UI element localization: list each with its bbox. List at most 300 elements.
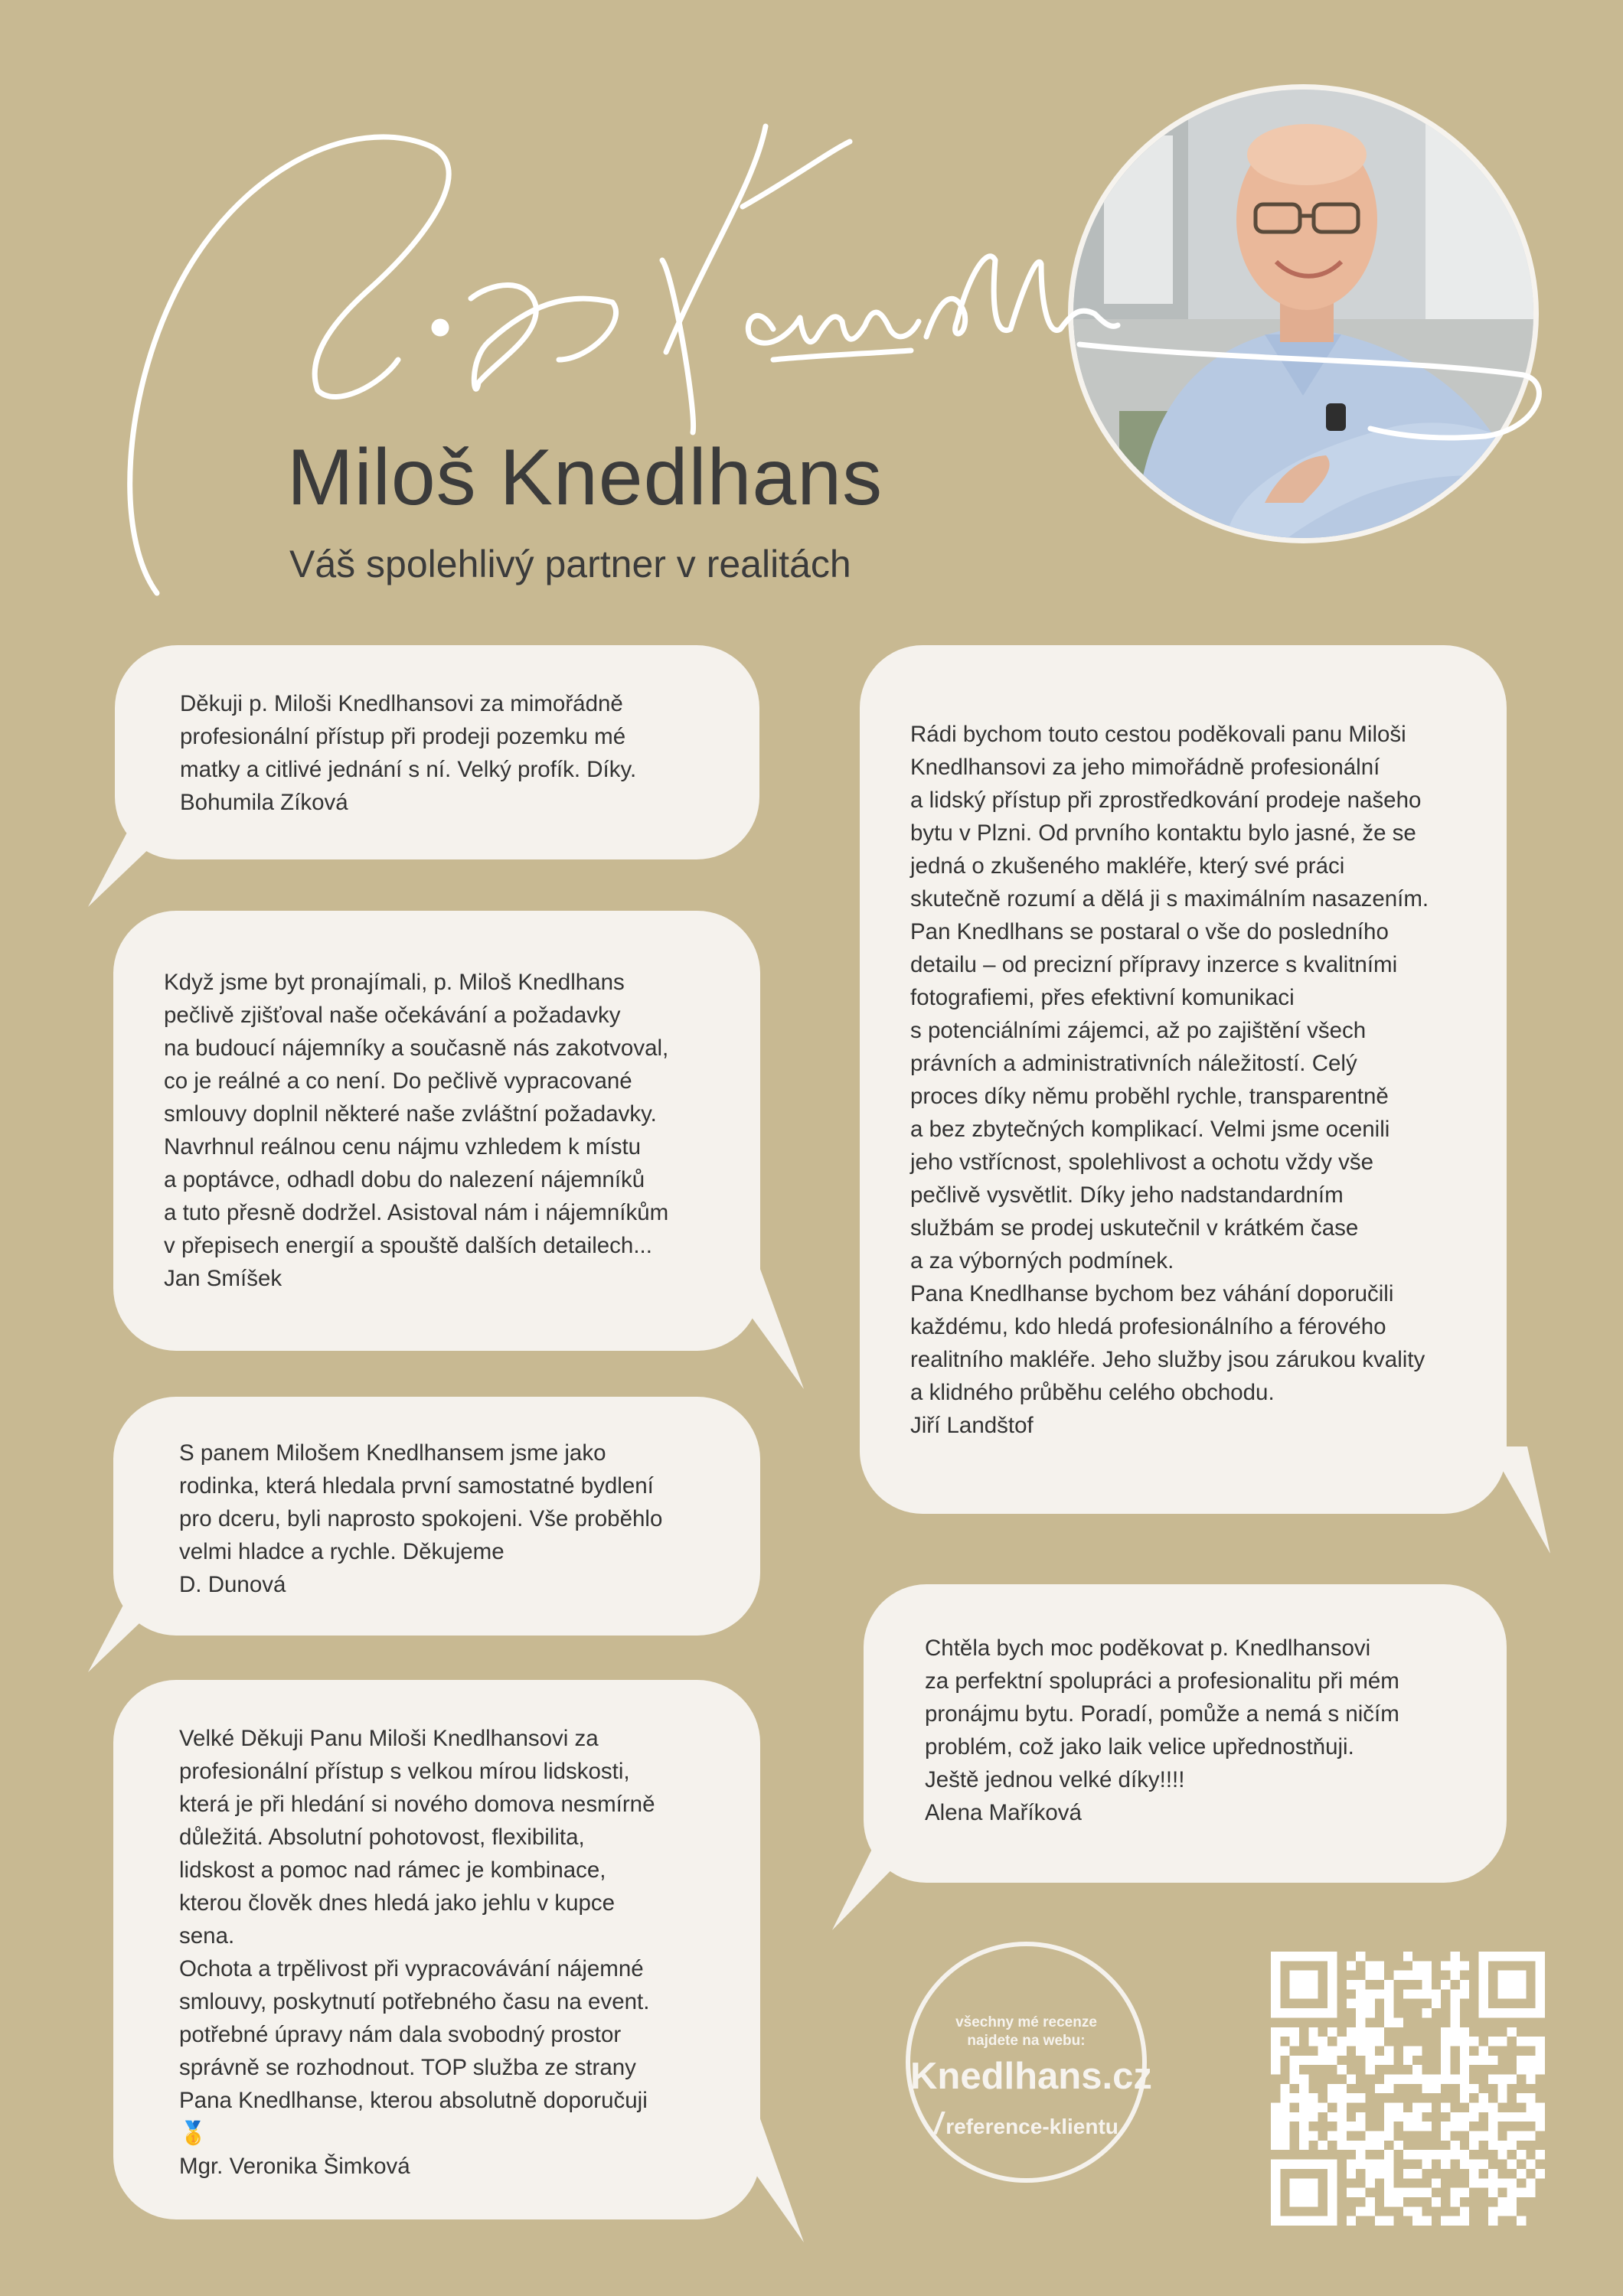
qr-module: [1280, 2141, 1289, 2150]
qr-module: [1517, 2216, 1526, 2226]
qr-module: [1403, 1952, 1412, 1961]
qr-module: [1347, 1961, 1356, 1970]
qr-module: [1507, 2188, 1517, 2197]
qr-module: [1460, 2056, 1469, 2065]
portrait-image: [1073, 90, 1533, 538]
qr-module: [1469, 2112, 1478, 2122]
qr-module: [1280, 2093, 1289, 2102]
testimonial-text: Pana Knedlhanse, kterou absolutně doporučuji: [179, 2088, 648, 2113]
qr-module: [1290, 1971, 1318, 1999]
website-intro-line: najdete na webu:: [967, 2033, 1086, 2049]
qr-module: [1347, 2160, 1356, 2169]
qr-module: [1497, 2084, 1507, 2093]
qr-module: [1375, 2037, 1384, 2046]
qr-module: [1365, 2141, 1374, 2150]
qr-module: [1451, 2197, 1460, 2206]
testimonial-text: sena.: [179, 1923, 235, 1949]
website-path[interactable]: [910, 2107, 1142, 2141]
qr-module: [1384, 2046, 1393, 2055]
qr-module: [1271, 2112, 1280, 2122]
qr-module: [1517, 2056, 1526, 2065]
qr-module: [1365, 2037, 1374, 2046]
qr-module: [1479, 2008, 1545, 2017]
qr-module: [1308, 2056, 1318, 2065]
qr-module: [1441, 2027, 1450, 2037]
qr-module: [1497, 2178, 1507, 2187]
qr-module: [1526, 2160, 1535, 2169]
qr-module: [1451, 2074, 1460, 2083]
qr-module: [1356, 2206, 1365, 2216]
qr-module: [1479, 2093, 1488, 2102]
qr-module: [1290, 2178, 1318, 2206]
qr-module: [1451, 2122, 1460, 2131]
qr-module: [1384, 2188, 1393, 2197]
qr-module: [1479, 2056, 1488, 2065]
qr-module: [1526, 2112, 1535, 2122]
qr-module: [1460, 2046, 1469, 2055]
qr-module: [1451, 1971, 1460, 1980]
qr-module: [1469, 2103, 1478, 2112]
qr-module: [1375, 2216, 1384, 2226]
qr-module: [1271, 2056, 1280, 2065]
testimonial-text: velmi hladce a rychle. Děkujeme: [179, 1539, 505, 1564]
qr-module: [1393, 2197, 1403, 2206]
qr-module: [1526, 2188, 1535, 2197]
qr-module: [1469, 2169, 1478, 2178]
testimonial-text: a bez zbytečných komplikací. Velmi jsme ocenili: [910, 1117, 1390, 1142]
qr-module: [1375, 2056, 1384, 2065]
qr-module: [1337, 2103, 1346, 2112]
qr-module: [1460, 2188, 1469, 2197]
qr-module: [1451, 1999, 1460, 2008]
qr-module: [1308, 2093, 1318, 2102]
testimonial-text: detailu – od precizní přípravy inzerce s kvalitními: [910, 952, 1398, 977]
qr-module: [1356, 1989, 1365, 1998]
qr-module: [1347, 2074, 1356, 2083]
qr-module: [1517, 2037, 1526, 2046]
testimonial-text: Když jsme byt pronajímali, p. Miloš Knedlhans: [164, 970, 625, 995]
qr-module: [1526, 2178, 1535, 2187]
qr-module: [1451, 2008, 1460, 2017]
qr-module: [1422, 2160, 1432, 2169]
qr-module: [1403, 2169, 1412, 2178]
qr-module: [1384, 2160, 1393, 2169]
qr-module: [1488, 2074, 1497, 2083]
testimonial-text: kterou člověk dnes hledá jako jehlu v kupce: [179, 1890, 616, 1916]
qr-module: [1290, 2027, 1299, 2037]
qr-module: [1526, 2056, 1535, 2065]
qr-module: [1327, 2084, 1337, 2093]
qr-module: [1497, 2112, 1507, 2122]
qr-module: [1497, 2093, 1507, 2102]
qr-module: [1337, 2131, 1346, 2141]
qr-module: [1460, 2150, 1469, 2159]
qr-module: [1488, 2122, 1497, 2131]
qr-module: [1441, 2056, 1450, 2065]
qr-module: [1365, 2131, 1374, 2141]
qr-module: [1507, 2112, 1517, 2122]
qr-module: [1412, 2065, 1422, 2074]
qr-module: [1536, 2112, 1545, 2122]
qr-module: [1536, 2122, 1545, 2131]
qr-module: [1384, 2169, 1393, 2178]
qr-module: [1365, 2160, 1374, 2169]
qr-module: [1422, 1989, 1432, 1998]
qr-module: [1384, 2017, 1393, 2027]
qr-module: [1403, 2046, 1412, 2055]
qr-module: [1422, 1961, 1432, 1970]
qr-module: [1488, 2103, 1497, 2112]
slash-glyph: /: [934, 2107, 943, 2141]
qr-module: [1536, 1952, 1545, 2017]
qr-module: [1384, 1989, 1393, 1998]
page-title: Miloš Knedlhans: [287, 433, 883, 522]
testimonial-text: smlouvy doplnil některé naše zvláštní požadavky.: [164, 1101, 657, 1127]
portrait-photo: [1068, 84, 1539, 543]
qr-module: [1422, 1971, 1432, 1980]
qr-module: [1412, 2206, 1422, 2216]
testimonial-text: pečlivě vysvětlit. Díky jeho nadstandardním: [910, 1182, 1344, 1208]
qr-module: [1422, 2008, 1432, 2017]
qr-code[interactable]: [1271, 1952, 1545, 2226]
qr-module: [1451, 2037, 1460, 2046]
qr-module: [1422, 2084, 1432, 2093]
testimonial-text: s potenciálními zájemci, až po zajištění všech: [910, 1018, 1367, 1043]
qr-module: [1403, 2074, 1412, 2083]
website-badge[interactable]: [906, 1942, 1152, 2183]
qr-module: [1365, 1961, 1374, 1970]
qr-module: [1327, 2056, 1337, 2065]
qr-module: [1327, 2112, 1337, 2122]
testimonial-text: za perfektní spolupráci a profesionalitu při mém: [925, 1668, 1399, 1694]
qr-module: [1356, 2112, 1365, 2122]
qr-module: [1460, 2112, 1469, 2122]
testimonial-text: a za výborných podmínek.: [910, 1248, 1174, 1274]
qr-module: [1356, 2008, 1365, 2017]
qr-module: [1375, 1971, 1384, 1980]
qr-module: [1412, 2216, 1422, 2226]
testimonial-text: správně se rozhodnout. TOP služba ze strany: [179, 2055, 636, 2080]
qr-module: [1299, 2112, 1308, 2122]
qr-module: [1271, 2046, 1280, 2055]
qr-module: [1347, 2122, 1356, 2131]
testimonial-text: v přepisech energií a spouště dalších detailech...: [164, 1233, 652, 1258]
qr-module: [1412, 2169, 1422, 2178]
qr-module: [1356, 2141, 1365, 2150]
qr-module: [1271, 1952, 1337, 1961]
qr-module: [1356, 2046, 1365, 2055]
qr-module: [1536, 2037, 1545, 2046]
qr-module: [1526, 2037, 1535, 2046]
qr-module: [1347, 2093, 1356, 2102]
qr-module: [1356, 2160, 1365, 2169]
qr-module: [1536, 2065, 1545, 2074]
testimonial-bubble: [860, 645, 1507, 1514]
qr-module: [1441, 2131, 1450, 2141]
qr-module: [1536, 2056, 1545, 2065]
qr-module: [1403, 2122, 1412, 2131]
qr-module: [1365, 2065, 1374, 2074]
qr-module: [1451, 2216, 1460, 2226]
qr-module: [1441, 2074, 1450, 2083]
qr-module: [1393, 2074, 1403, 2083]
qr-module: [1403, 2188, 1412, 2197]
qr-module: [1347, 1980, 1356, 1989]
qr-module: [1412, 2103, 1422, 2112]
qr-module: [1365, 2027, 1374, 2037]
website-intro-line: všechny mé recenze: [955, 2014, 1097, 2030]
qr-module: [1356, 2027, 1365, 2037]
qr-module: [1280, 2131, 1289, 2141]
qr-module: [1422, 1980, 1432, 1989]
qr-module: [1384, 2056, 1393, 2065]
qr-module: [1290, 2112, 1299, 2122]
qr-module: [1432, 1989, 1441, 1998]
qr-module: [1308, 2103, 1318, 2112]
testimonial-bubble: [113, 911, 760, 1351]
qr-module: [1384, 2074, 1393, 2083]
qr-module: [1469, 2131, 1478, 2141]
qr-module: [1526, 2103, 1535, 2112]
testimonial-text: která je při hledání si nového domova nesmírně: [179, 1792, 655, 1817]
qr-module: [1365, 2197, 1374, 2206]
qr-module: [1318, 2037, 1327, 2046]
qr-module: [1488, 2169, 1497, 2178]
qr-module: [1290, 2037, 1299, 2046]
qr-module: [1460, 2216, 1469, 2226]
qr-module: [1507, 2141, 1517, 2150]
qr-module: [1375, 2160, 1384, 2169]
testimonial-text: Ochota a trpělivost při vypracovávání nájemné: [179, 1956, 644, 1981]
qr-module: [1451, 2017, 1460, 2027]
qr-module: [1393, 1971, 1403, 1980]
testimonial-text: realitního makléře. Jeho služby jsou zárukou kvality: [910, 1347, 1425, 1372]
qr-module: [1526, 2065, 1535, 2074]
qr-module: [1356, 1999, 1365, 2008]
qr-module: [1375, 2141, 1384, 2150]
qr-module: [1337, 2112, 1346, 2122]
qr-module: [1384, 2197, 1393, 2206]
qr-module: [1403, 2056, 1412, 2065]
qr-module: [1536, 2103, 1545, 2112]
qr-module: [1432, 2084, 1441, 2093]
qr-module: [1441, 2160, 1450, 2169]
qr-module: [1460, 2206, 1469, 2216]
tagline: Váš spolehlivý partner v realitách: [289, 543, 851, 585]
qr-module: [1308, 2112, 1318, 2122]
testimonial-text: a lidský přístup při zprostředkování prodeje našeho: [910, 788, 1422, 813]
qr-module: [1271, 2103, 1280, 2112]
testimonial-text: fotografiemi, přes efektivní komunikaci: [910, 985, 1295, 1010]
qr-module: [1460, 2027, 1469, 2037]
testimonial-text: lidskost a pomoc nad rámec je kombinace,: [179, 1857, 606, 1883]
qr-module: [1356, 1952, 1365, 1961]
qr-module: [1412, 1989, 1422, 1998]
qr-module: [1308, 2027, 1318, 2037]
qr-module: [1384, 2131, 1393, 2141]
qr-module: [1356, 1980, 1365, 1989]
qr-module: [1469, 2037, 1478, 2046]
qr-module: [1318, 2103, 1327, 2112]
testimonial-text: službám se prodej uskutečnil v krátkém čase: [910, 1215, 1359, 1241]
testimonial-bubble: [113, 1680, 760, 2219]
qr-module: [1347, 2027, 1356, 2037]
qr-module: [1393, 2017, 1403, 2027]
testimonial-bubble: [113, 1397, 760, 1636]
qr-module: [1460, 2074, 1469, 2083]
qr-module: [1299, 2103, 1308, 2112]
qr-module: [1497, 2206, 1507, 2216]
qr-module: [1460, 1961, 1469, 1970]
qr-module: [1327, 2046, 1337, 2055]
qr-module: [1497, 2074, 1507, 2083]
testimonial-text: pronájmu bytu. Poradí, pomůže a nemá s ničím: [925, 1701, 1399, 1727]
testimonial-text: pečlivě zjišťoval naše očekávání a požadavky: [164, 1003, 621, 1028]
qr-module: [1497, 2141, 1507, 2150]
qr-module: [1451, 2141, 1460, 2150]
qr-module: [1488, 2112, 1497, 2122]
qr-module: [1412, 2074, 1422, 2083]
testimonial-bubble: [115, 645, 759, 859]
qr-module: [1384, 2084, 1393, 2093]
qr-module: [1536, 2150, 1545, 2159]
testimonial-text: právních a administrativních náležitostí. Celý: [910, 1051, 1357, 1076]
qr-module: [1497, 2037, 1507, 2046]
qr-module: [1356, 2122, 1365, 2131]
testimonial-text: na budoucí nájemníky a současně nás zakotvoval,: [164, 1035, 669, 1061]
qr-module: [1479, 2103, 1488, 2112]
qr-module: [1451, 1961, 1460, 1970]
qr-module: [1375, 1989, 1384, 1998]
qr-module: [1460, 2122, 1469, 2131]
qr-module: [1375, 2131, 1384, 2141]
qr-module: [1365, 1989, 1374, 1998]
qr-module: [1403, 1989, 1412, 1998]
testimonial-text: S panem Milošem Knedlhansem jsme jako: [179, 1440, 606, 1466]
testimonial-text: bytu v Plzni. Od prvního kontaktu bylo jasné, že se: [910, 820, 1416, 846]
website-path-text: reference-klientu: [945, 2115, 1118, 2138]
qr-module: [1271, 2037, 1280, 2046]
testimonial-text: Chtěla bych moc poděkovat p. Knedlhansovi: [925, 1636, 1371, 1661]
qr-module: [1384, 2150, 1393, 2159]
qr-module: [1507, 2178, 1517, 2187]
qr-module: [1299, 2131, 1308, 2141]
qr-module: [1469, 2160, 1478, 2169]
qr-module: [1507, 2206, 1517, 2216]
testimonial-text: smlouvy, poskytnutí potřebného času na event.: [179, 1989, 650, 2014]
qr-module: [1271, 1952, 1280, 2017]
qr-module: [1327, 2131, 1337, 2141]
qr-module: [1422, 2122, 1432, 2131]
qr-module: [1299, 2074, 1308, 2083]
qr-module: [1271, 2131, 1280, 2141]
qr-module: [1422, 2074, 1432, 2083]
qr-module: [1451, 2027, 1460, 2037]
qr-module: [1460, 2093, 1469, 2102]
qr-module: [1280, 2122, 1289, 2131]
qr-module: [1479, 2131, 1488, 2141]
qr-module: [1393, 2188, 1403, 2197]
qr-module: [1441, 2103, 1450, 2112]
medal-emoji: 🥇: [179, 2121, 207, 2146]
qr-module: [1488, 2206, 1497, 2216]
qr-module: [1393, 2141, 1403, 2150]
qr-module: [1384, 2178, 1393, 2187]
qr-module: [1356, 2093, 1365, 2102]
testimonial-text: co je reálné a co není. Do pečlivě vypracované: [164, 1068, 632, 1094]
testimonial-author: Jan Smíšek: [164, 1266, 282, 1291]
qr-module: [1271, 2160, 1337, 2169]
qr-module: [1280, 2103, 1289, 2112]
qr-module: [1441, 2037, 1450, 2046]
qr-module: [1327, 2160, 1337, 2226]
qr-module: [1356, 2188, 1365, 2197]
testimonial-text: Pan Knedlhans se postaral o vše do posledního: [910, 919, 1389, 944]
testimonial-text: Rádi bychom touto cestou poděkovali panu Miloši: [910, 722, 1406, 747]
qr-module: [1384, 2008, 1393, 2017]
qr-module: [1460, 2084, 1469, 2093]
qr-module: [1488, 2056, 1497, 2065]
qr-module: [1517, 2112, 1526, 2122]
qr-module: [1384, 1999, 1393, 2008]
qr-module: [1517, 2065, 1526, 2074]
qr-module: [1290, 2056, 1299, 2065]
qr-module: [1393, 2112, 1403, 2122]
testimonial-text: profesionální přístup s velkou mírou lidskosti,: [179, 1759, 630, 1784]
qr-module: [1441, 1980, 1450, 1989]
testimonial-author: Alena Maříková: [925, 1800, 1082, 1825]
qr-module: [1451, 2112, 1460, 2122]
testimonial-text: matky a citlivé jednání s ní. Velký profík. Díky.: [180, 757, 637, 782]
qr-module: [1488, 2216, 1497, 2226]
qr-module: [1365, 1971, 1374, 1980]
testimonial-text: a klidného průběhu celého obchodu.: [910, 1380, 1275, 1405]
qr-module: [1403, 1971, 1412, 1980]
qr-module: [1479, 1952, 1545, 1961]
qr-module: [1384, 1980, 1393, 1989]
testimonial-text: každému, kdo hledá profesionálního a férového: [910, 1314, 1386, 1339]
qr-module: [1488, 2178, 1497, 2187]
qr-module: [1403, 2112, 1412, 2122]
qr-module: [1365, 2178, 1374, 2187]
qr-module: [1526, 2131, 1535, 2141]
qr-module: [1412, 2188, 1422, 2197]
qr-module: [1375, 2169, 1384, 2178]
qr-module: [1347, 2188, 1356, 2197]
qr-module: [1441, 1961, 1450, 1970]
qr-module: [1460, 2037, 1469, 2046]
qr-module: [1290, 2074, 1299, 2083]
testimonial-text: pro dceru, byli naprosto spokojeni. Vše proběhlo: [179, 1506, 663, 1531]
qr-module: [1469, 2056, 1478, 2065]
qr-module: [1451, 1952, 1460, 1961]
qr-module: [1507, 2027, 1517, 2037]
qr-module: [1337, 2093, 1346, 2102]
qr-module: [1280, 2112, 1289, 2122]
qr-module: [1432, 2178, 1441, 2187]
testimonial-author: Mgr. Veronika Šimková: [179, 2154, 410, 2179]
qr-module: [1375, 2084, 1384, 2093]
qr-module: [1469, 2178, 1478, 2187]
qr-module: [1327, 2093, 1337, 2102]
testimonial-text: proces díky němu proběhl rychle, transparentně: [910, 1084, 1389, 1109]
testimonial-author: Bohumila Zíková: [180, 790, 348, 815]
testimonial-text: rodinka, která hledala první samostatné bydlení: [179, 1473, 654, 1499]
website-domain[interactable]: Knedlhans.cz: [910, 2056, 1152, 2097]
qr-module: [1384, 2122, 1393, 2131]
qr-module: [1432, 1999, 1441, 2008]
qr-module: [1507, 2074, 1517, 2083]
